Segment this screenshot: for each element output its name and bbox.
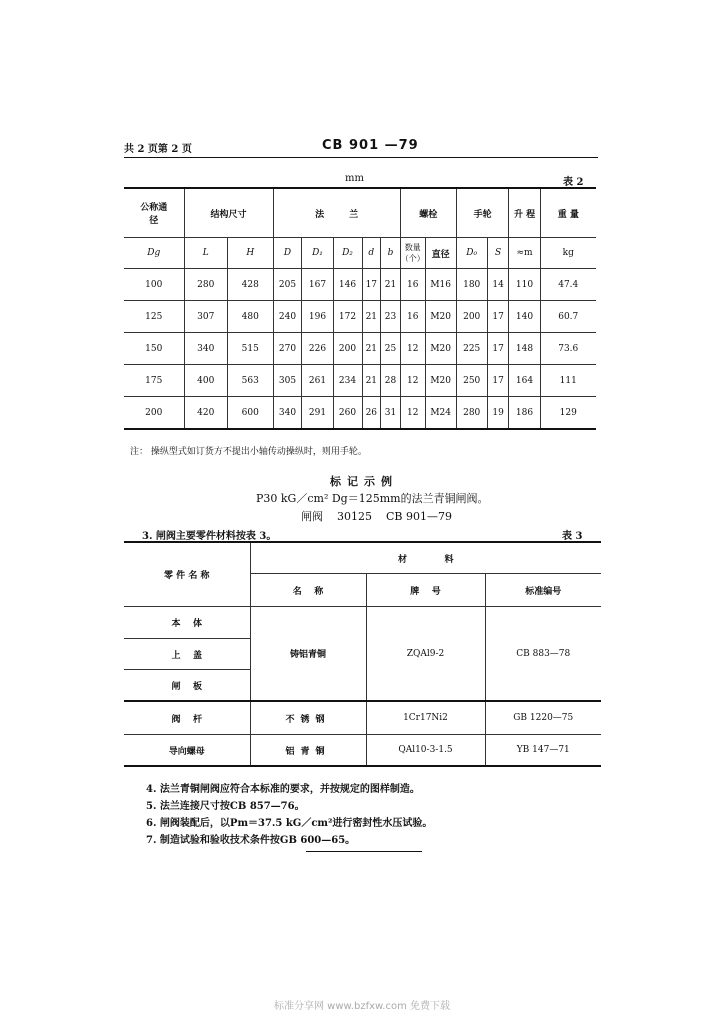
material-grade: ZQAl9-2	[366, 607, 485, 702]
table-cell: 12	[400, 365, 425, 397]
table-cell: 19	[487, 397, 509, 430]
table-cell: 12	[400, 397, 425, 430]
table-cell: 73.6	[540, 333, 596, 365]
header-rule	[124, 157, 598, 158]
part-name: 闸 板	[124, 670, 250, 702]
table-cell: 250	[456, 365, 487, 397]
header-weight: 重 量	[540, 188, 596, 238]
table-cell: 21	[362, 301, 381, 333]
subheader-cell: kg	[540, 238, 596, 269]
marking-title: 标记示例	[330, 475, 398, 488]
table-cell: 400	[184, 365, 227, 397]
material-standard: CB 883—78	[485, 607, 601, 702]
header-nominal-diameter: 公称通径	[124, 188, 184, 238]
header-part-name: 零 件 名 称	[124, 542, 250, 607]
table-cell: 175	[124, 365, 184, 397]
table-cell: M20	[425, 365, 456, 397]
table-cell: 200	[124, 397, 184, 430]
subheader-cell: Dg	[124, 238, 184, 269]
table2-unit: mm	[345, 173, 364, 184]
page-info: 共 2 页第 2 页	[124, 144, 192, 155]
table-cell: 21	[381, 269, 401, 301]
subheader-cell: ≈m	[509, 238, 540, 269]
table-cell: 420	[184, 397, 227, 430]
subheader-name: 名 称	[250, 574, 366, 607]
subheader-cell: D₁	[302, 238, 333, 269]
table3-label: 表 3	[562, 531, 583, 542]
table-cell: 186	[509, 397, 540, 430]
table-cell: 428	[227, 269, 273, 301]
header-bolt: 螺栓	[400, 188, 456, 238]
subheader-cell: D₂	[333, 238, 362, 269]
dimension-table	[124, 187, 596, 430]
paragraph-3: 3. 闸阀主要零件材料按表 3。	[142, 531, 277, 542]
table-cell: 12	[400, 333, 425, 365]
table-cell: 148	[509, 333, 540, 365]
table-cell: 340	[273, 397, 302, 430]
table-cell: 172	[333, 301, 362, 333]
table-cell: 17	[487, 301, 509, 333]
header-lift: 升 程	[509, 188, 540, 238]
marking-line-2: 闸阀 30125 CB 901—79	[301, 510, 452, 523]
table-cell: 225	[456, 333, 487, 365]
table-cell: 31	[381, 397, 401, 430]
header-handwheel: 手轮	[456, 188, 509, 238]
table-row	[124, 269, 596, 301]
table-cell: 146	[333, 269, 362, 301]
table-cell: 25	[381, 333, 401, 365]
table-cell: 17	[362, 269, 381, 301]
table-cell: 340	[184, 333, 227, 365]
table-cell: 307	[184, 301, 227, 333]
table-cell: M24	[425, 397, 456, 430]
subheader-cell: S	[487, 238, 509, 269]
table-cell: 140	[509, 301, 540, 333]
table-row	[124, 397, 596, 430]
table-cell: 280	[184, 269, 227, 301]
table-cell: 515	[227, 333, 273, 365]
subheader-cell: D₀	[456, 238, 487, 269]
table-cell: 28	[381, 365, 401, 397]
table-cell: 17	[487, 365, 509, 397]
table-row	[124, 333, 596, 365]
subheader-cell: 数量（个）	[400, 238, 425, 269]
table-cell: 164	[509, 365, 540, 397]
material-grade: QAl10-3-1.5	[366, 735, 485, 767]
table-cell: 21	[362, 333, 381, 365]
subheader-cell: H	[227, 238, 273, 269]
table-cell: 129	[540, 397, 596, 430]
table-cell: M20	[425, 333, 456, 365]
header-flange: 法 兰	[273, 188, 400, 238]
table-cell: 291	[302, 397, 333, 430]
clause-6: 6. 闸阀装配后，以Pm＝37.5 kG／cm²进行密封性水压试验。	[146, 818, 433, 829]
part-name: 阀 杆	[124, 701, 250, 735]
table-cell: 167	[302, 269, 333, 301]
table-cell: 563	[227, 365, 273, 397]
table-cell: 234	[333, 365, 362, 397]
table-cell: 110	[509, 269, 540, 301]
table-cell: 23	[381, 301, 401, 333]
table-cell: 600	[227, 397, 273, 430]
table-row	[124, 365, 596, 397]
table-cell: 260	[333, 397, 362, 430]
subheader-cell: d	[362, 238, 381, 269]
material-name: 不锈钢	[250, 701, 366, 735]
table-cell: 60.7	[540, 301, 596, 333]
table-cell: 280	[456, 397, 487, 430]
table-cell: 270	[273, 333, 302, 365]
end-rule	[306, 851, 422, 852]
table2-label: 表 2	[563, 177, 584, 188]
table-note: 注： 操纵型式如订货方不提出小轴传动操纵时，则用手轮。	[130, 447, 367, 457]
marking-line-1: P30 kG／cm² Dg＝125mm的法兰青铜闸阀。	[256, 492, 489, 505]
table-cell: 205	[273, 269, 302, 301]
table-cell: 125	[124, 301, 184, 333]
clause-4: 4. 法兰青铜闸阀应符合本标准的要求，并按规定的图样制造。	[146, 784, 420, 795]
table-cell: 26	[362, 397, 381, 430]
material-name: 铸铝青铜	[250, 607, 366, 702]
table-cell: 261	[302, 365, 333, 397]
table-cell: 47.4	[540, 269, 596, 301]
clause-7: 7. 制造试验和验收技术条件按GB 600—65。	[146, 835, 356, 846]
table-cell: M20	[425, 301, 456, 333]
subheader-cell: L	[184, 238, 227, 269]
subheader-cell: D	[273, 238, 302, 269]
table-row	[124, 301, 596, 333]
standard-code: CB 901 —79	[322, 138, 419, 153]
table-cell: 16	[400, 269, 425, 301]
material-standard: GB 1220—75	[485, 701, 601, 735]
table-cell: 150	[124, 333, 184, 365]
table-cell: 226	[302, 333, 333, 365]
subheader-standard: 标准编号	[485, 574, 601, 607]
subheader-cell: 直径	[425, 238, 456, 269]
subheader-grade: 牌 号	[366, 574, 485, 607]
table-cell: 240	[273, 301, 302, 333]
table-cell: 480	[227, 301, 273, 333]
part-name: 上 盖	[124, 639, 250, 670]
table-cell: 196	[302, 301, 333, 333]
table-cell: 200	[333, 333, 362, 365]
table-cell: 17	[487, 333, 509, 365]
watermark-footer: 标准分享网 www.bzfxw.com 免费下载	[274, 1001, 450, 1012]
material-name: 铝青铜	[250, 735, 366, 767]
table-cell: 16	[400, 301, 425, 333]
header-structure-size: 结构尺寸	[184, 188, 273, 238]
part-name: 导向螺母	[124, 735, 250, 767]
table-cell: 14	[487, 269, 509, 301]
table-cell: 21	[362, 365, 381, 397]
table-cell: M16	[425, 269, 456, 301]
table-cell: 180	[456, 269, 487, 301]
material-table	[124, 541, 601, 767]
clause-5: 5. 法兰连接尺寸按CB 857—76。	[146, 801, 305, 812]
material-grade: 1Cr17Ni2	[366, 701, 485, 735]
header-material: 材 料	[250, 542, 601, 574]
part-name: 本 体	[124, 607, 250, 639]
table-cell: 111	[540, 365, 596, 397]
table-cell: 305	[273, 365, 302, 397]
material-standard: YB 147—71	[485, 735, 601, 767]
table-cell: 100	[124, 269, 184, 301]
subheader-cell: b	[381, 238, 401, 269]
table-cell: 200	[456, 301, 487, 333]
